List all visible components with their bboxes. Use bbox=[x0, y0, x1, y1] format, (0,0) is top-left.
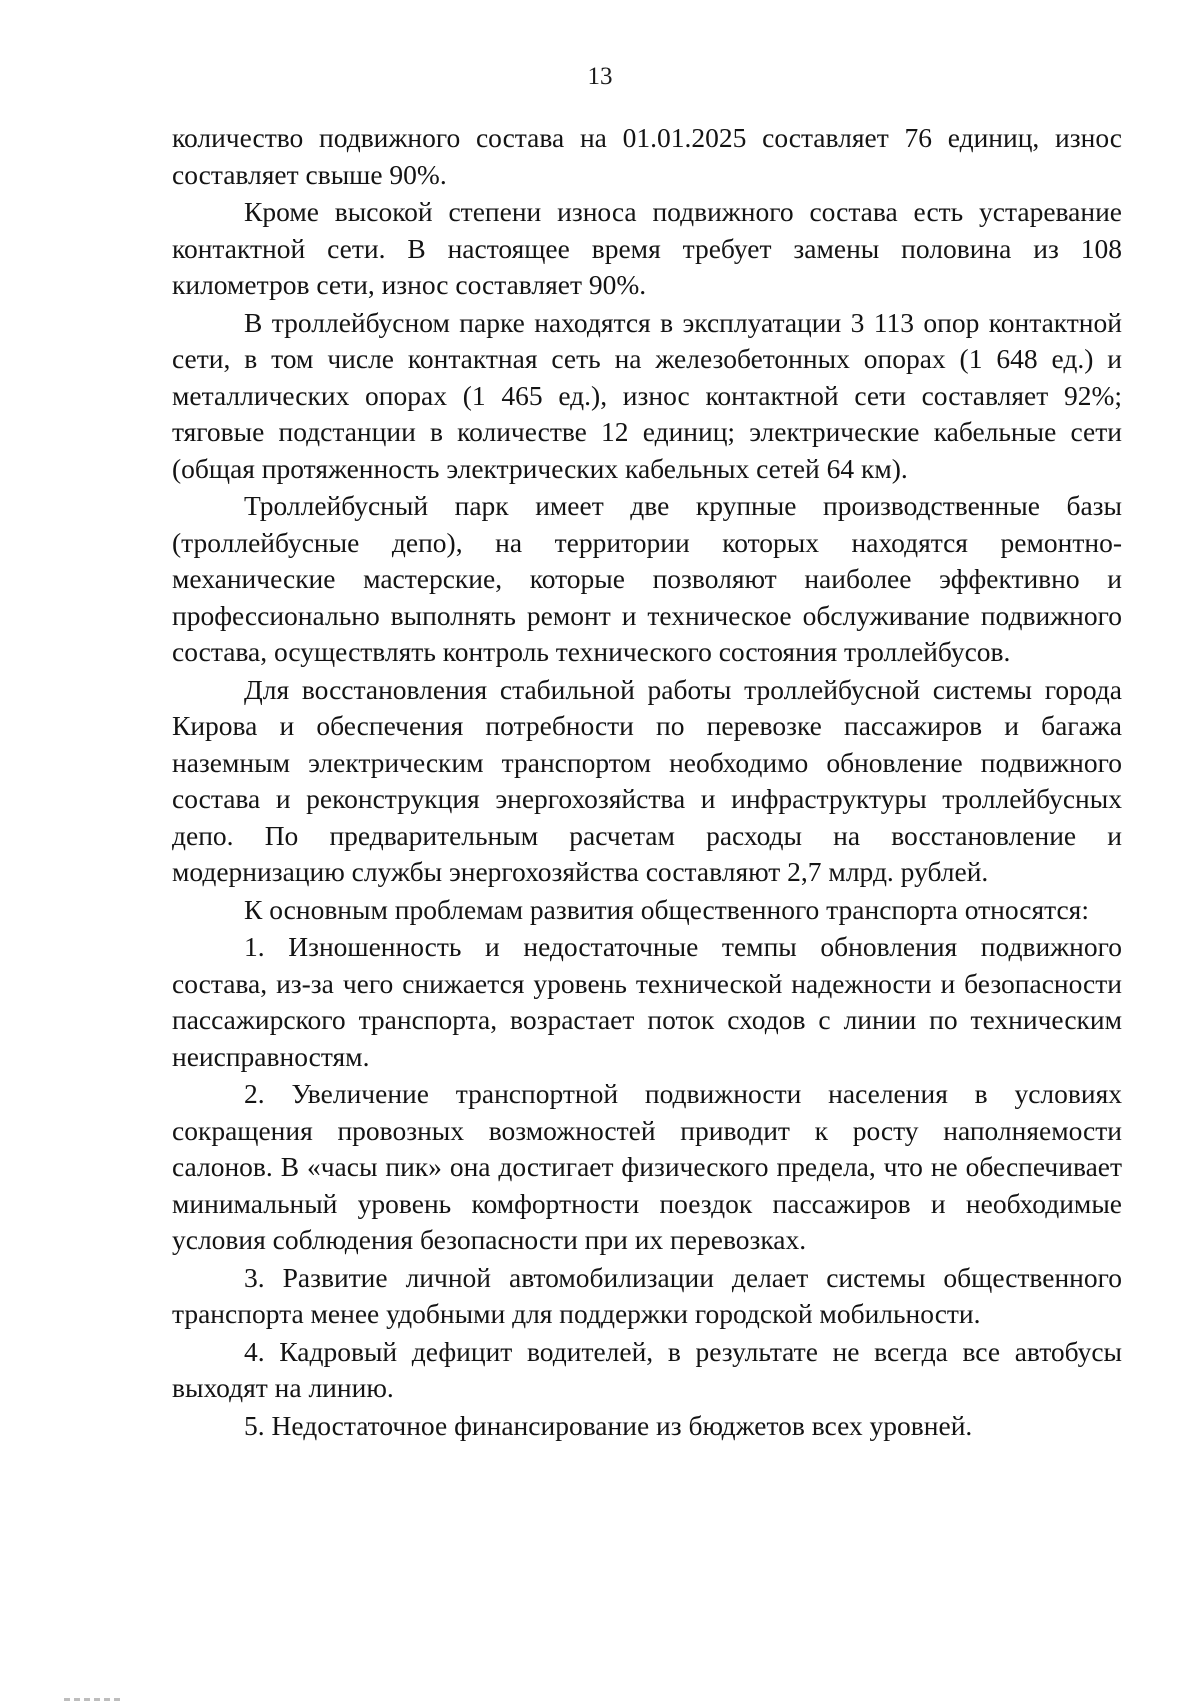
problem-item-5: 5. Недостаточное финансирование из бюджетов всех уровней. bbox=[244, 1409, 973, 1441]
problem-item-2: 2. Увеличение транспортной подвижности населения в условиях сокращения провозных возможностей приводит к росту наполняемости салонов. В «часы пик» она достигает физического предела, что не обеспечивает минимальный уровень комфортности поездок пассажиров и необходимые условия соблюдения безопасности при их перевозках. bbox=[172, 1078, 1122, 1255]
paragraph-contact-network-wear: Кроме высокой степени износа подвижного состава есть устаревание контактной сети. В настоящее время требует замены половина из 108 километров сети, износ составляет 90%. bbox=[172, 196, 1122, 300]
paragraph-trolleybus-depots: Троллейбусный парк имеет две крупные производственные базы (троллейбусные депо), на территории которых находятся ремонтно-механические мастерские, которые позволяют наиболее эффективно и профессионально выполнять ремонт и техническое обслуживание подвижного состава, осуществлять контроль технического состояния троллейбусов. bbox=[172, 490, 1122, 667]
paragraph-problems-intro: К основным проблемам развития общественного транспорта относятся: bbox=[244, 893, 1089, 925]
document-body bbox=[172, 120, 1122, 1445]
problem-item-1: 1. Изношенность и недостаточные темпы обновления подвижного состава, из-за чего снижается уровень технической надежности и безопасности пассажирского транспорта, возрастает поток сходов с линии по техническим неисправностям. bbox=[172, 931, 1122, 1072]
paragraph-restoration-costs: Для восстановления стабильной работы троллейбусной системы города Кирова и обеспечения потребности по перевозке пассажиров и багажа наземным электрическим транспортом необходимо обновление подвижного состава и реконструкция энергохозяйства и инфраструктуры троллейбусных депо. По предварительным расчетам расходы на восстановление и модернизацию службы энергохозяйства составляют 2,7 млрд. рублей. bbox=[172, 673, 1122, 887]
page-number: 13 bbox=[587, 63, 613, 90]
problem-item-4: 4. Кадровый дефицит водителей, в результате не всегда все автобусы выходят на линию. bbox=[172, 1335, 1122, 1403]
paragraph-trolleybus-infrastructure: В троллейбусном парке находятся в эксплуатации 3 113 опор контактной сети, в том числе контактная сеть на железобетонных опорах (1 648 ед.) и металлических опорах (1 465 ед.), износ контактной сети составляет 92%; тяговые подстанции в количестве 12 единиц; электрические кабельные сети (общая протяженность электрических кабельных сетей 64 км). bbox=[172, 306, 1122, 484]
paragraph-rolling-stock-count: количество подвижного состава на 01.01.2025 составляет 76 единиц, износ составляет свыше 90%. bbox=[172, 122, 1122, 190]
problem-item-3: 3. Развитие личной автомобилизации делает системы общественного транспорта менее удобными для поддержки городской мобильности. bbox=[172, 1261, 1122, 1329]
